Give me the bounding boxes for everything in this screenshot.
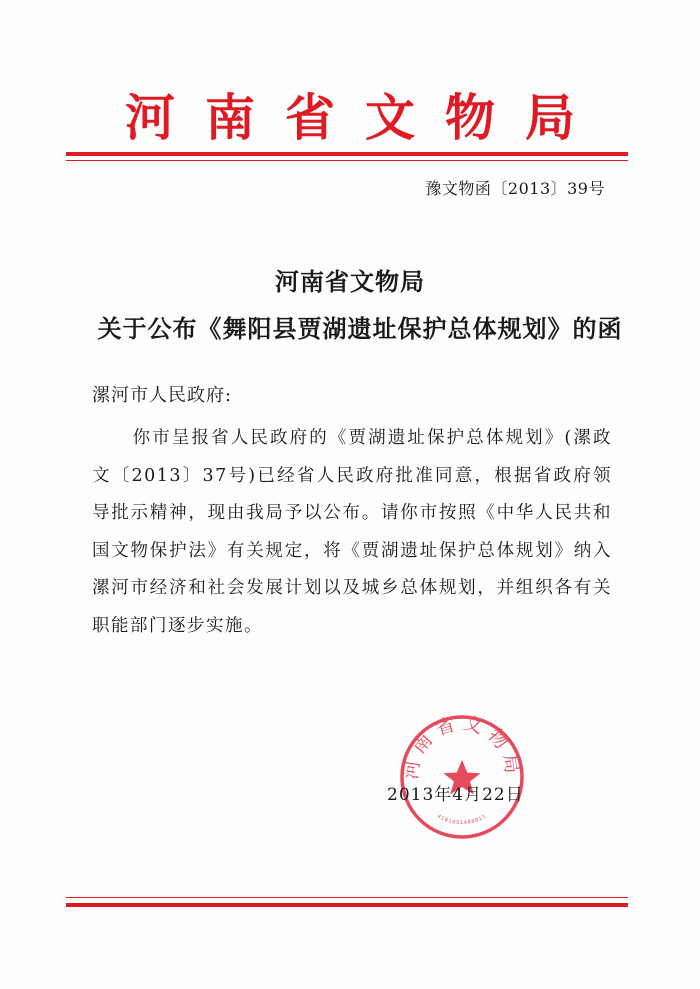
body-paragraph: 你市呈报省人民政府的《贾湖遗址保护总体规划》(漯政文〔2013〕37号)已经省人民政府批准同意，根据省政府领导批示精神，现由我局予以公布。请你市按照《中华人民共和国文物保护法》有关规定，将《贾湖遗址保护总体规划》纳入漯河市经济和社会发展计划以及城乡总体规划，并组织各有关职能部门逐步实施。 [92,428,612,636]
letterhead-rule-thick [66,152,628,156]
letterhead-title: 河南省文物局 [125,88,605,147]
letterhead-rule-thin [66,160,628,161]
seal-text: 河南省文物局 [399,712,525,781]
footer-rule-thin [66,897,628,898]
document-title-line1: 河南省文物局 [275,267,425,296]
official-seal [397,712,527,842]
seal-serial: 4101051480011 [436,813,488,827]
document-number: 豫文物函〔2013〕39号 [425,179,605,198]
document-date: 2013年4月22日 [387,785,524,805]
salutation: 漯河市人民政府: [92,385,233,406]
document-title-line2: 关于公布《舞阳县贾湖遗址保护总体规划》的函 [97,314,623,343]
body-text [92,420,612,645]
footer-rule-thick [66,903,628,907]
